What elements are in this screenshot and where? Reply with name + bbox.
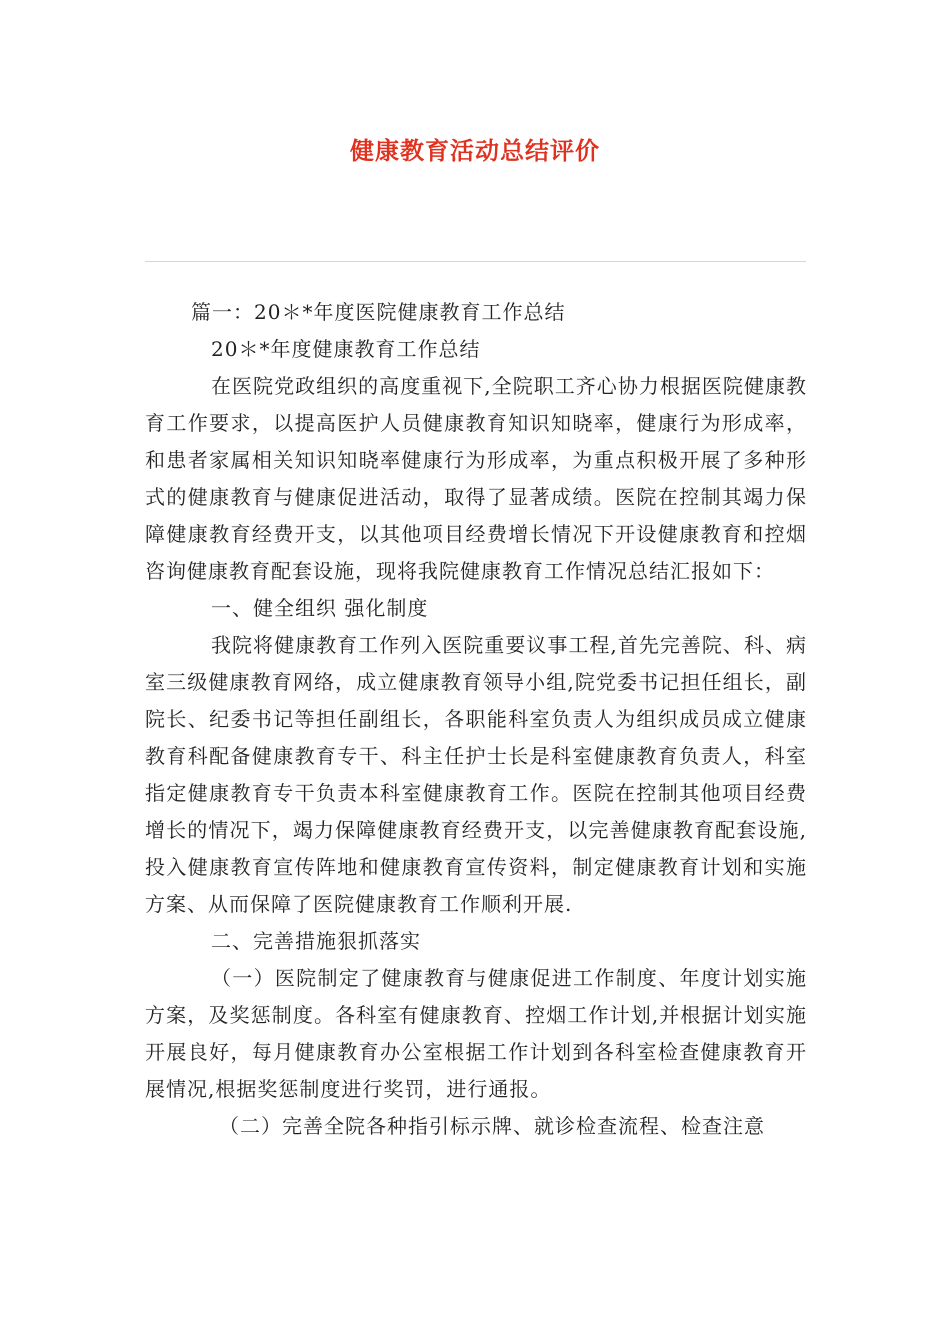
document-title: 健康教育活动总结评价 [350,137,600,165]
paragraph: （一）医院制定了健康教育与健康促进工作制度、年度计划实施方案，及奖惩制度。各科室有健康教育、控烟工作计划,并根据计划实施开展良好，每月健康教育办公室根据工作计划到各科室检查健康教育开展情况,根据奖惩制度进行奖罚，进行通报。 [145,966,807,1101]
paragraph: （二）完善全院各种指引标示牌、就诊检查流程、检查注意 [219,1114,765,1138]
document-body [145,294,807,1145]
title-divider [145,261,806,262]
paragraph: 在医院党政组织的高度重视下,全院职工齐心协力根据医院健康教育工作要求，以提高医护人员健康教育知识知晓率，健康行为形成率，和患者家属相关知识知晓率健康行为形成率，为重点积极开展了多种形式的健康教育与健康促进活动，取得了显著成绩。医院在控制其竭力保障健康教育经费开支，以其他项目经费增长情况下开设健康教育和控烟咨询健康教育配套设施，现将我院健康教育工作情况总结汇报如下： [145,374,807,583]
paragraph: 我院将健康教育工作列入医院重要议事工程,首先完善院、科、病室三级健康教育网络，成立健康教育领导小组,院党委书记担任组长，副院长、纪委书记等担任副组长，各职能科室负责人为组织成员成立健康教育科配备健康教育专干、科主任护士长是科室健康教育负责人，科室指定健康教育专干负责本科室健康教育工作。医院在控制其他项目经费增长的情况下，竭力保障健康教育经费开支，以完善健康教育配套设施,投入健康教育宣传阵地和健康教育宣传资料，制定健康教育计划和实施方案、从而保障了医院健康教育工作顺利开展. [145,633,807,916]
section-heading: 二、完善措施狠抓落实 [211,929,421,953]
section-heading: 一、健全组织 强化制度 [211,596,429,620]
section-heading: 篇一：20＊*年度医院健康教育工作总结 [191,300,566,324]
subtitle: 20＊*年度健康教育工作总结 [211,337,481,361]
